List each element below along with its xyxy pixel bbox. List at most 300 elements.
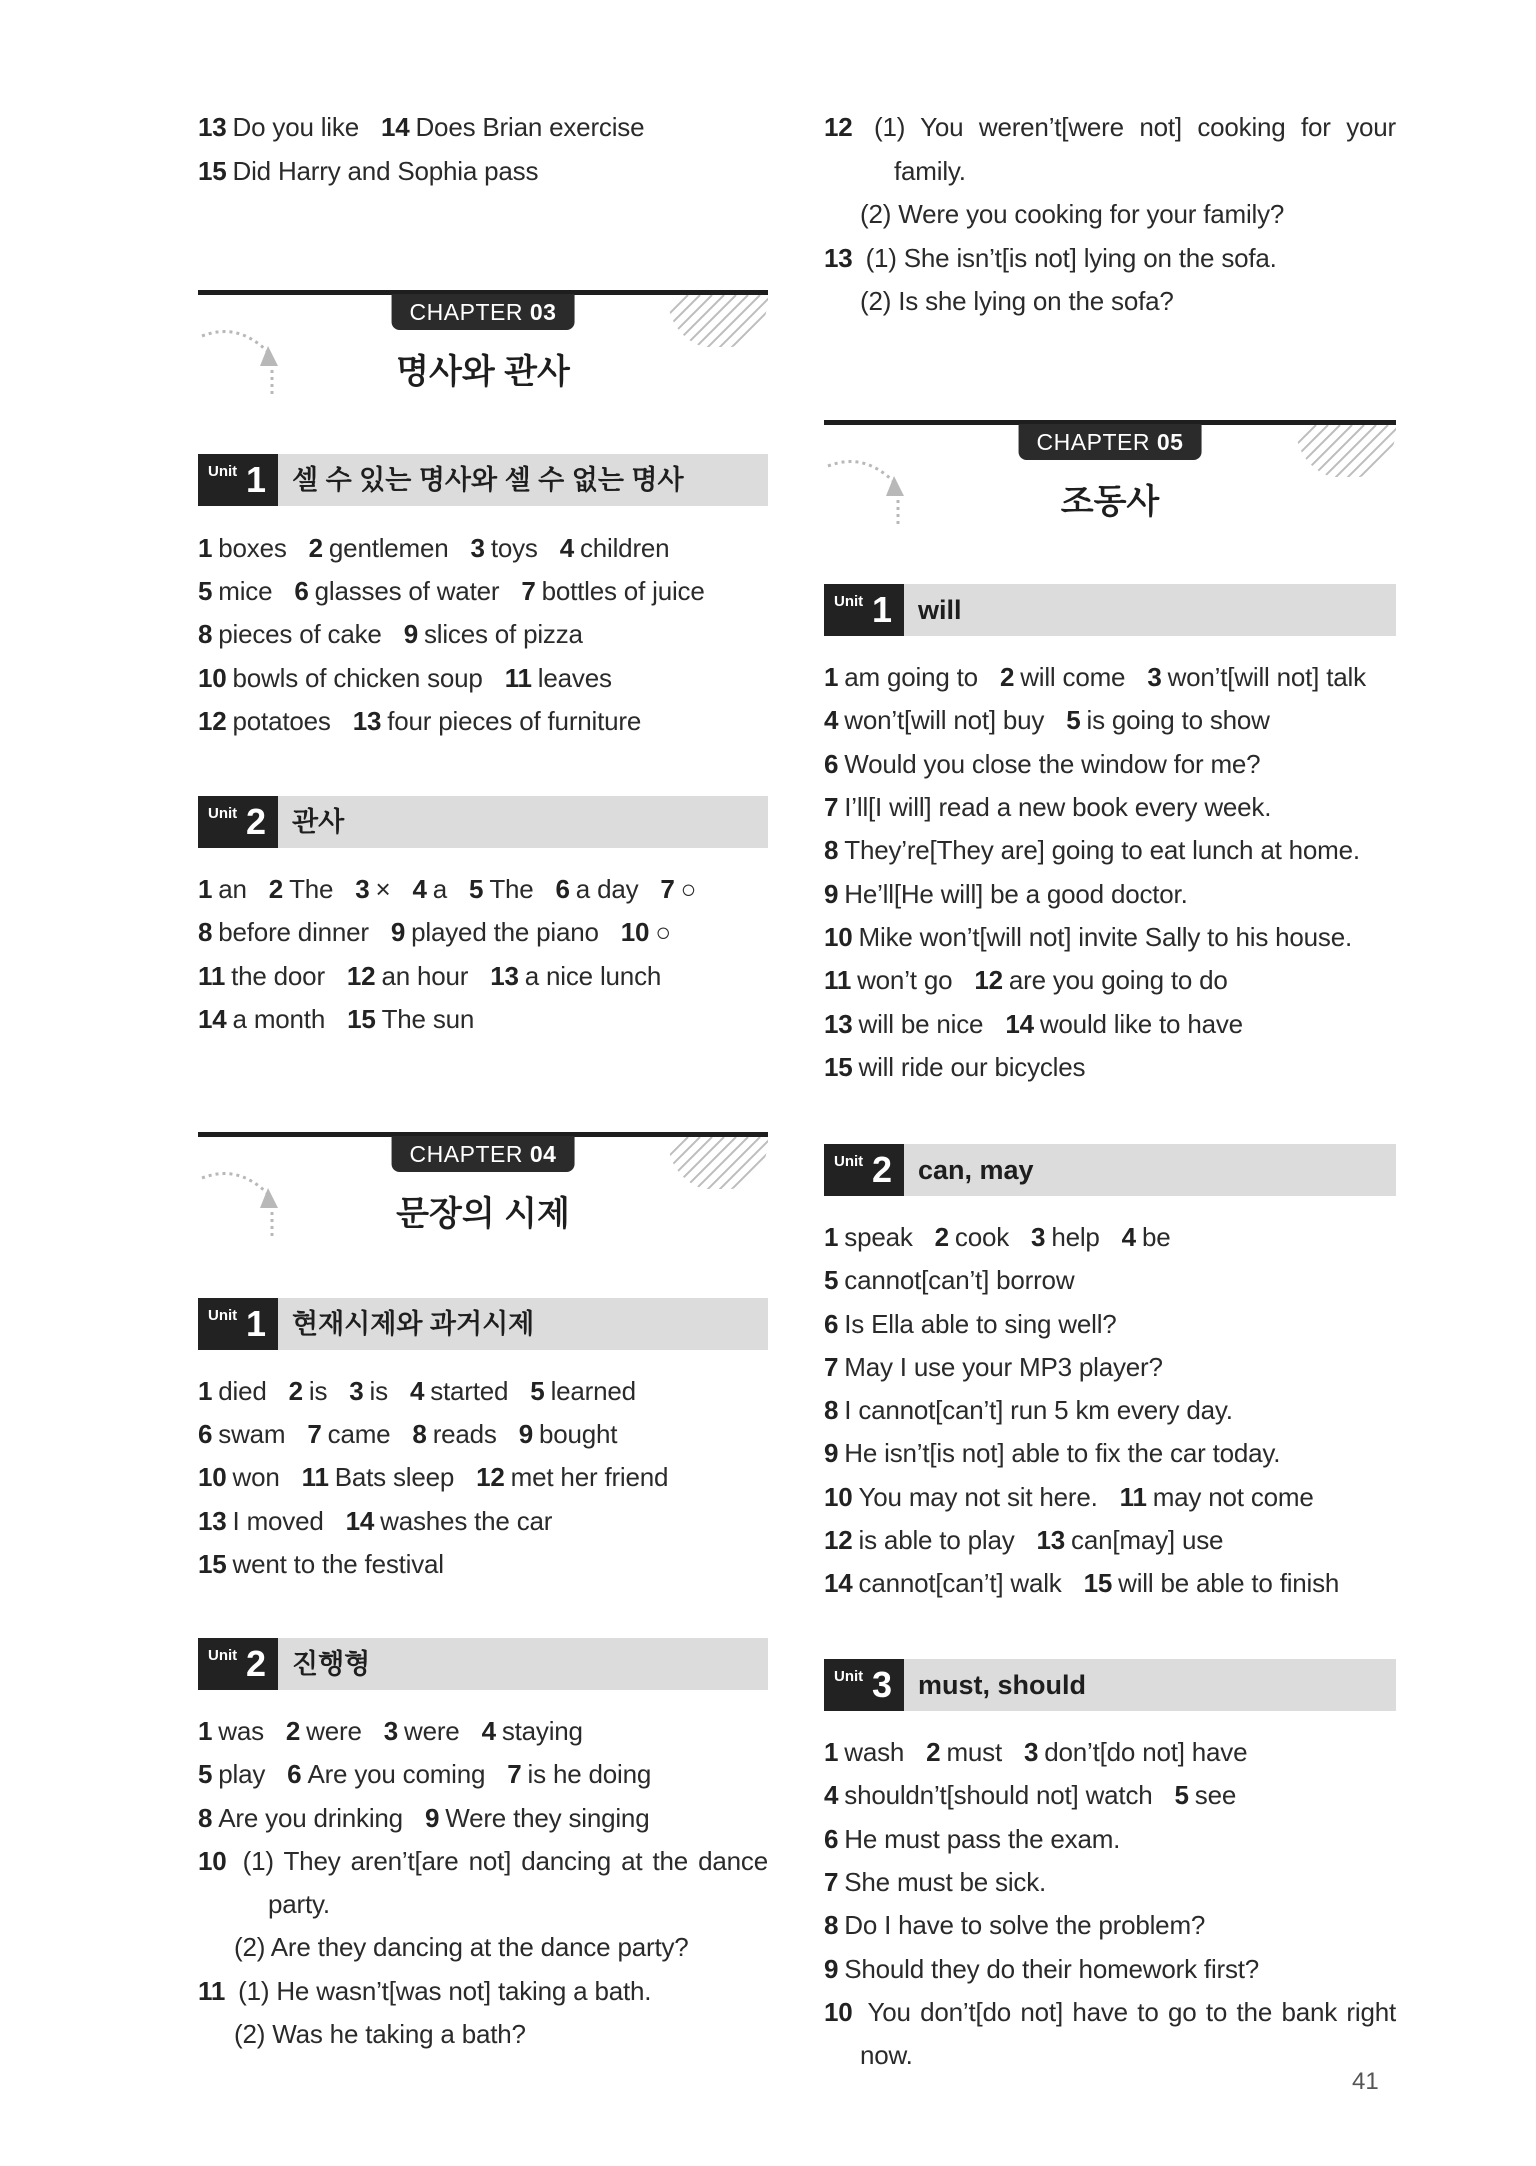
answer-item — [1122, 1222, 1171, 1252]
answer-line — [198, 2019, 768, 2049]
item-number: 5 — [824, 1265, 839, 1295]
answer-text: cook — [954, 1222, 1010, 1252]
answer-item — [824, 1780, 1153, 1810]
answer-line — [824, 243, 1396, 273]
chapter-tag: CHAPTER 04 — [392, 1136, 575, 1172]
answer-item — [198, 576, 272, 606]
unit-title: must, should — [918, 1670, 1086, 1700]
answer-text: won’t go — [857, 965, 953, 995]
answer-line — [198, 917, 768, 947]
answer-item — [198, 1462, 280, 1492]
item-number: 11 — [1119, 1482, 1147, 1512]
answer-line — [198, 112, 768, 142]
item-number: 15 — [198, 156, 227, 186]
answer-line — [824, 662, 1396, 692]
answer-text: help — [1051, 1222, 1100, 1252]
answer-text: cannot[can’t] borrow — [844, 1265, 1075, 1295]
answer-item — [490, 961, 661, 991]
item-number: 4 — [824, 705, 839, 735]
item-number: 13 — [352, 706, 382, 736]
answer-line — [824, 879, 1396, 909]
answer-line — [198, 706, 768, 736]
chapter-title: 문장의 시제 — [396, 1195, 570, 1233]
item-number: 6 — [287, 1759, 302, 1789]
unit-word: Unit — [834, 593, 864, 610]
answer-text: Mike won’t[will not] invite Sally to his house. — [858, 922, 1353, 952]
answer-text: pieces of cake — [218, 619, 382, 649]
item-number: 9 — [824, 1438, 839, 1468]
unit-title: 진행형 — [292, 1649, 371, 1679]
answer-item — [302, 1462, 455, 1492]
item-number: 2 — [285, 1716, 301, 1746]
answer-item — [286, 1716, 362, 1746]
answer-item — [349, 1376, 388, 1406]
answer-item — [660, 874, 696, 904]
answer-item — [269, 874, 333, 904]
item-number: 8 — [198, 917, 213, 947]
answer-item — [309, 533, 449, 563]
answer-text: He’ll[He will] be a good doctor. — [844, 879, 1188, 909]
answer-item — [198, 1004, 325, 1034]
answer-line — [824, 1737, 1396, 1767]
answer-text: is going to show — [1086, 705, 1270, 735]
item-number: 6 — [555, 874, 570, 904]
answer-item — [824, 1395, 1233, 1425]
answer-item — [521, 576, 704, 606]
item-number: 2 — [268, 874, 284, 904]
answer-text: a day — [575, 874, 639, 904]
answer-text: bottles of juice — [541, 576, 705, 606]
answer-item — [974, 965, 1227, 995]
answer-text: Should they do their homework first? — [844, 1954, 1260, 1984]
answer-text: won — [232, 1462, 280, 1492]
answer-text: started — [430, 1376, 509, 1406]
answer-item — [412, 1419, 496, 1449]
item-number: 10 — [824, 1482, 853, 1512]
item-number: 1 — [198, 874, 213, 904]
item-number: 3 — [470, 533, 485, 563]
item-number: 10 — [198, 1846, 227, 1876]
item-number: 14 — [345, 1506, 375, 1536]
answer-item — [198, 1376, 267, 1406]
item-number: 12 — [198, 706, 227, 736]
answer-line — [198, 1462, 768, 1492]
item-number: 7 — [824, 1867, 839, 1897]
answer-line — [824, 1395, 1396, 1425]
unit-header — [198, 454, 768, 506]
answer-line — [198, 1846, 768, 1876]
answer-item — [384, 1716, 460, 1746]
item-number: 10 — [198, 663, 227, 693]
item-number: 7 — [521, 576, 536, 606]
answer-item — [1005, 1009, 1243, 1039]
answer-line — [824, 1997, 1396, 2027]
sub-number: (1) — [242, 1846, 274, 1876]
answer-text: ○ — [655, 917, 671, 947]
answer-text: They aren’t[are not] dancing at the dance — [283, 1846, 768, 1876]
answer-item — [346, 1506, 553, 1536]
answer-text: Was he taking a bath? — [272, 2019, 526, 2049]
answer-text: will be able to finish — [1118, 1568, 1340, 1598]
item-number: 14 — [1005, 1009, 1034, 1039]
chapter-05-header — [824, 420, 1396, 550]
answer-line — [824, 922, 1396, 952]
item-number: 2 — [926, 1737, 941, 1767]
answer-text: The sun — [381, 1004, 475, 1034]
unit-number: 3 — [872, 1664, 893, 1705]
answer-text: will ride our bicycles — [858, 1052, 1086, 1082]
answer-item — [198, 706, 331, 736]
item-number: 7 — [824, 792, 839, 822]
answer-item — [1066, 705, 1270, 735]
unit-header — [198, 1638, 768, 1690]
answer-text: Bats sleep — [334, 1462, 455, 1492]
answer-line — [824, 1482, 1396, 1512]
answer-text: would like to have — [1039, 1009, 1243, 1039]
item-number: 9 — [390, 917, 406, 947]
answer-line — [198, 1004, 768, 1034]
item-number: 11 — [198, 1976, 226, 2006]
item-number: 7 — [660, 874, 675, 904]
answer-text: is — [369, 1376, 388, 1406]
sub-number: (1) — [238, 1976, 270, 2006]
answer-text: washes the car — [380, 1506, 553, 1536]
answer-line — [824, 1824, 1396, 1854]
answer-text: She must be sick. — [844, 1867, 1047, 1897]
answer-line — [198, 156, 768, 186]
answer-item — [824, 922, 1352, 952]
item-number: 12 — [824, 112, 853, 142]
answer-item — [1084, 1568, 1340, 1598]
answer-line — [824, 1352, 1396, 1382]
unit-title: can, may — [918, 1155, 1034, 1185]
hatch-decoration — [668, 295, 768, 347]
sub-number: (2) — [234, 1932, 266, 1962]
answer-item — [824, 1009, 983, 1039]
answer-line — [824, 2040, 1396, 2070]
answer-text: am going to — [844, 662, 978, 692]
answer-text: He wasn’t[was not] taking a bath. — [276, 1976, 652, 2006]
answer-text: ○ — [680, 874, 697, 904]
answer-line — [824, 156, 1396, 186]
answer-text: bowls of chicken soup — [232, 663, 483, 693]
item-number: 8 — [824, 1910, 839, 1940]
item-number: 5 — [469, 874, 484, 904]
item-number: 11 — [198, 961, 226, 991]
answer-line — [824, 199, 1396, 229]
answer-item — [824, 1309, 1117, 1339]
item-number: 7 — [307, 1419, 322, 1449]
answer-text: glasses of water — [314, 576, 500, 606]
answer-item — [198, 156, 538, 186]
answer-item — [198, 1803, 403, 1833]
answer-item — [1000, 662, 1125, 692]
answer-item — [824, 1824, 1120, 1854]
answer-text: now. — [860, 2040, 913, 2070]
answer-line — [198, 961, 768, 991]
unit-word: Unit — [208, 1647, 238, 1664]
answer-text: Do you like — [232, 112, 359, 142]
answer-item — [410, 1376, 508, 1406]
item-number: 13 — [490, 961, 519, 991]
item-number: 6 — [294, 576, 309, 606]
answer-text: learned — [550, 1376, 636, 1406]
answer-line — [824, 286, 1396, 316]
answer-text: played the piano — [411, 917, 599, 947]
answer-line — [824, 1525, 1396, 1555]
item-number: 13 — [1036, 1525, 1066, 1555]
answer-line — [198, 1976, 768, 2006]
item-number: 9 — [424, 1803, 440, 1833]
answer-text: a nice lunch — [524, 961, 662, 991]
answer-item — [824, 749, 1260, 779]
answer-text: The — [289, 874, 334, 904]
unit-header — [198, 1298, 768, 1350]
item-number: 9 — [824, 1954, 839, 1984]
answer-text: toys — [490, 533, 538, 563]
answer-item — [824, 1482, 1098, 1512]
answer-text: cannot[can’t] walk — [858, 1568, 1062, 1598]
unit-badge — [824, 1144, 904, 1196]
answer-text: met her friend — [510, 1462, 669, 1492]
item-number: 1 — [198, 1376, 213, 1406]
answer-line — [824, 112, 1396, 142]
item-number: 10 — [824, 1997, 853, 2027]
answer-text: will come — [1020, 662, 1126, 692]
answer-text: a — [432, 874, 448, 904]
answer-line — [824, 749, 1396, 779]
unit-header — [198, 796, 768, 848]
answer-item — [289, 1376, 328, 1406]
item-number: 12 — [476, 1462, 505, 1492]
answer-line — [824, 835, 1396, 865]
answer-item — [505, 663, 612, 693]
answer-text: party. — [268, 1889, 330, 1919]
answer-text: the door — [231, 961, 325, 991]
answer-text: Were they singing — [445, 1803, 650, 1833]
answer-item — [198, 1716, 264, 1746]
item-number: 15 — [198, 1549, 227, 1579]
answer-text: Are you coming — [307, 1759, 486, 1789]
answer-item — [198, 961, 325, 991]
answer-item — [824, 1954, 1259, 1984]
answer-line — [824, 1954, 1396, 1984]
unit-number: 2 — [246, 801, 267, 842]
item-number: 3 — [1023, 1737, 1039, 1767]
answer-text: Does Brian exercise — [415, 112, 645, 142]
unit-title: 현재시제와 과거시제 — [292, 1309, 535, 1339]
item-number: 5 — [1066, 705, 1081, 735]
answer-item — [530, 1376, 636, 1406]
item-number: 8 — [412, 1419, 427, 1449]
unit-number: 1 — [246, 459, 267, 500]
answer-item — [198, 663, 483, 693]
answer-text: won’t[will not] buy — [844, 705, 1045, 735]
unit-header — [824, 1144, 1396, 1196]
answer-text: must — [946, 1737, 1002, 1767]
answer-item — [824, 835, 1360, 865]
answer-item — [353, 706, 641, 736]
item-number: 1 — [824, 1737, 839, 1767]
hatch-decoration — [1296, 425, 1396, 477]
answer-text: were — [306, 1716, 362, 1746]
unit-word: Unit — [208, 463, 238, 480]
item-number: 11 — [301, 1462, 329, 1492]
answer-item — [621, 917, 671, 947]
answer-item — [519, 1419, 618, 1449]
item-number: 12 — [824, 1525, 853, 1555]
answer-item — [198, 619, 382, 649]
answer-text: mice — [218, 576, 273, 606]
answer-item — [556, 874, 639, 904]
answer-text: bought — [539, 1419, 618, 1449]
answer-line — [198, 1549, 768, 1579]
answer-item — [287, 1759, 485, 1789]
answer-text: speak — [844, 1222, 913, 1252]
answer-text: Do I have to solve the problem? — [844, 1910, 1206, 1940]
item-number: 1 — [198, 533, 213, 563]
answer-text: leaves — [537, 663, 612, 693]
unit-header — [824, 584, 1396, 636]
item-number: 2 — [308, 533, 323, 563]
answer-line — [824, 1009, 1396, 1039]
answer-text: before dinner — [218, 917, 369, 947]
answer-text: is able to play — [858, 1525, 1015, 1555]
answer-text: Were you cooking for your family? — [898, 199, 1285, 229]
answer-text: a month — [232, 1004, 326, 1034]
answer-text: will be nice — [858, 1009, 984, 1039]
answer-item — [294, 576, 499, 606]
answer-line — [824, 1780, 1396, 1810]
unit-word: Unit — [834, 1668, 864, 1685]
unit-badge — [198, 796, 278, 848]
chapter-title: 명사와 관사 — [396, 353, 570, 391]
unit-title: 관사 — [292, 807, 345, 837]
answer-text: I cannot[can’t] run 5 km every day. — [844, 1395, 1233, 1425]
item-number: 13 — [824, 243, 853, 273]
answer-item — [1031, 1222, 1100, 1252]
item-number: 3 — [1147, 662, 1162, 692]
answer-text: You may not sit here. — [858, 1482, 1098, 1512]
item-number: 15 — [824, 1052, 853, 1082]
sub-number: (1) — [865, 243, 897, 273]
item-number: 9 — [518, 1419, 533, 1449]
answer-text: gentlemen — [328, 533, 449, 563]
item-number: 4 — [1121, 1222, 1136, 1252]
item-number: 4 — [412, 874, 427, 904]
answer-line — [824, 1052, 1396, 1082]
item-number: 12 — [974, 965, 1003, 995]
item-number: 14 — [198, 1004, 227, 1034]
unit-badge — [824, 584, 904, 636]
item-number: 9 — [403, 619, 418, 649]
answer-text: an — [218, 874, 247, 904]
item-number: 6 — [198, 1419, 213, 1449]
answer-item — [824, 1525, 1015, 1555]
answer-text: is — [308, 1376, 328, 1406]
answer-item — [381, 112, 644, 142]
answer-text: Is Ella able to sing well? — [844, 1309, 1117, 1339]
item-number: 1 — [824, 662, 839, 692]
answer-line — [824, 1265, 1396, 1295]
answer-line — [824, 705, 1396, 735]
item-number: 8 — [824, 835, 839, 865]
answer-line — [198, 576, 768, 606]
answer-text: The — [489, 874, 534, 904]
answer-item — [824, 1910, 1205, 1940]
answer-line — [824, 1222, 1396, 1252]
item-number: 8 — [198, 1803, 213, 1833]
answer-text: × — [375, 874, 391, 904]
item-number: 14 — [824, 1568, 853, 1598]
unit-header — [824, 1659, 1396, 1711]
item-number: 3 — [349, 1376, 364, 1406]
answer-line — [824, 792, 1396, 822]
answer-text: You weren’t[were not] cooking for your — [920, 112, 1396, 142]
item-number: 2 — [934, 1222, 949, 1252]
chapter-tag: CHAPTER 03 — [392, 294, 575, 330]
answer-item — [347, 961, 468, 991]
answer-item — [935, 1222, 1009, 1252]
answer-item — [307, 1419, 390, 1449]
unit-word: Unit — [208, 1307, 238, 1324]
unit-number: 1 — [246, 1303, 267, 1344]
answer-line — [198, 1889, 768, 1919]
answer-text: They’re[They are] going to eat lunch at home. — [844, 835, 1360, 865]
answer-text: don’t[do not] have — [1044, 1737, 1248, 1767]
unit-badge — [824, 1659, 904, 1711]
item-number: 4 — [409, 1376, 425, 1406]
answer-item — [198, 1506, 324, 1536]
answer-item — [355, 874, 390, 904]
item-number: 10 — [198, 1462, 227, 1492]
item-number: 13 — [198, 112, 227, 142]
answer-text: boxes — [218, 533, 287, 563]
answer-line — [824, 1309, 1396, 1339]
answer-text: reads — [432, 1419, 497, 1449]
unit-word: Unit — [208, 805, 238, 822]
unit-badge — [198, 454, 278, 506]
answer-text: Are they dancing at the dance party? — [270, 1932, 689, 1962]
answer-item — [198, 112, 359, 142]
answer-item — [824, 1438, 1280, 1468]
answer-item — [198, 1549, 444, 1579]
unit-number: 2 — [246, 1643, 267, 1684]
item-number: 6 — [824, 749, 839, 779]
hatch-decoration — [668, 1137, 768, 1189]
answer-item — [926, 1737, 1002, 1767]
answer-line — [824, 965, 1396, 995]
item-number: 7 — [507, 1759, 522, 1789]
item-number: 2 — [999, 662, 1015, 692]
answer-item — [824, 1352, 1163, 1382]
answer-text: Would you close the window for me? — [844, 749, 1261, 779]
item-number: 10 — [824, 922, 853, 952]
answer-text: see — [1194, 1780, 1237, 1810]
answer-item — [824, 705, 1044, 735]
answer-text: potatoes — [232, 706, 331, 736]
answer-line — [824, 1910, 1396, 1940]
answer-item — [824, 1867, 1046, 1897]
answer-item — [198, 917, 369, 947]
unit-title: will — [918, 595, 962, 625]
item-number: 15 — [347, 1004, 376, 1034]
answer-text: staying — [501, 1716, 583, 1746]
answer-item — [824, 1052, 1085, 1082]
item-number: 5 — [530, 1376, 545, 1406]
answer-line — [824, 1438, 1396, 1468]
answer-text: went to the festival — [232, 1549, 444, 1579]
